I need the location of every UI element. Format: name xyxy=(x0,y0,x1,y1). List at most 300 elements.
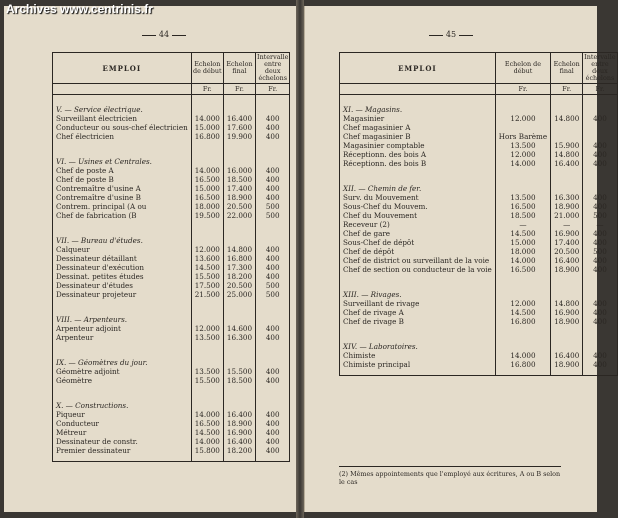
cell-echelon-debut: 13.500 xyxy=(191,367,223,376)
section-cell-empty xyxy=(191,305,223,324)
section-cell-empty xyxy=(495,280,550,299)
table-row xyxy=(53,376,290,385)
cell-echelon-final: 20.500 xyxy=(223,281,255,290)
cell-echelon-final: 16.400 xyxy=(551,256,583,265)
section-cell-empty xyxy=(256,226,290,245)
cell-emploi: Magasinier comptable xyxy=(340,141,496,150)
section-title: VI. — Usines et Centrales. xyxy=(53,147,192,166)
spacer-cell xyxy=(495,369,550,376)
table-row xyxy=(53,193,290,202)
section-cell-empty xyxy=(223,348,255,367)
cell-intervalle: 400 xyxy=(583,317,617,326)
cell-emploi: Conducteur xyxy=(53,419,192,428)
table-row xyxy=(53,211,290,220)
cell-echelon-debut: 14.000 xyxy=(191,410,223,419)
page-number-left: 44 xyxy=(134,30,194,39)
cell-echelon-debut: 15.800 xyxy=(191,446,223,455)
cell-echelon-debut: 16.800 xyxy=(495,360,550,369)
cell-emploi: Chef de dépôt xyxy=(340,247,496,256)
cell-echelon-final: — xyxy=(551,220,583,229)
cell-echelon-final: 18.900 xyxy=(551,265,583,274)
cell-intervalle: 400 xyxy=(256,114,290,123)
watermark: Archives www.centrinis.fr xyxy=(6,2,153,16)
cell-emploi: Chef magasinier B xyxy=(340,132,496,141)
cell-intervalle: 400 xyxy=(256,132,290,141)
cell-echelon-debut: 14.000 xyxy=(495,256,550,265)
spacer-cell xyxy=(256,455,290,462)
cell-intervalle: 400 xyxy=(256,333,290,342)
section-cell-empty xyxy=(223,391,255,410)
header-final: Echelon final xyxy=(223,53,255,84)
cell-echelon-debut: Hors Barème xyxy=(495,132,550,141)
header-debut: Echelon de début xyxy=(495,53,550,84)
cell-echelon-debut: 12.000 xyxy=(495,299,550,308)
spacer-cell xyxy=(223,455,255,462)
table-row xyxy=(53,123,290,132)
header-emploi: EMPLOI xyxy=(340,53,496,84)
cell-emploi: Conducteur ou sous-chef électricien xyxy=(53,123,192,132)
spacer-row xyxy=(53,455,290,462)
spacer-cell xyxy=(191,455,223,462)
cell-emploi: Receveur (2) xyxy=(340,220,496,229)
table-row xyxy=(340,308,618,317)
cell-echelon-final: 25.000 xyxy=(223,290,255,299)
section-cell-empty xyxy=(256,95,290,115)
page-number-right: 45 xyxy=(421,30,481,39)
cell-echelon-debut: 16.500 xyxy=(191,419,223,428)
cell-echelon-debut: 14.000 xyxy=(495,351,550,360)
table-row xyxy=(340,193,618,202)
table-row xyxy=(53,410,290,419)
cell-emploi: Dessinateur d'exécution xyxy=(53,263,192,272)
cell-emploi: Dessinateur projeteur xyxy=(53,290,192,299)
table-row xyxy=(53,428,290,437)
table-row xyxy=(340,211,618,220)
table-row xyxy=(53,202,290,211)
cell-echelon-debut: 13.600 xyxy=(191,254,223,263)
section-cell-empty xyxy=(551,174,583,193)
cell-emploi: Chef électricien xyxy=(53,132,192,141)
table-row xyxy=(53,333,290,342)
table-row xyxy=(53,290,290,299)
cell-echelon-final: 15.900 xyxy=(551,141,583,150)
section-row xyxy=(340,280,618,299)
cell-emploi: Sous-Chef du Mouvem. xyxy=(340,202,496,211)
cell-intervalle: 500 xyxy=(256,211,290,220)
section-row xyxy=(340,174,618,193)
section-cell-empty xyxy=(551,95,583,115)
unit-row xyxy=(53,84,290,95)
cell-echelon-debut: 12.000 xyxy=(191,324,223,333)
table-row xyxy=(340,238,618,247)
table-row xyxy=(340,265,618,274)
spacer-cell xyxy=(551,369,583,376)
cell-echelon-debut: 13.500 xyxy=(495,193,550,202)
cell-intervalle: 400 xyxy=(256,376,290,385)
cell-echelon-final: 16.400 xyxy=(551,351,583,360)
section-cell-empty xyxy=(583,280,617,299)
cell-echelon-final: 16.400 xyxy=(551,159,583,168)
cell-echelon-debut: 12.000 xyxy=(191,245,223,254)
cell-echelon-final: 18.900 xyxy=(551,202,583,211)
cell-echelon-debut: 15.500 xyxy=(191,376,223,385)
cell-intervalle: 400 xyxy=(583,202,617,211)
table-row xyxy=(340,317,618,326)
cell-echelon-final: 18.500 xyxy=(223,376,255,385)
cell-echelon-final: 18.900 xyxy=(551,317,583,326)
cell-intervalle: 400 xyxy=(256,184,290,193)
cell-intervalle: 400 xyxy=(256,263,290,272)
cell-emploi: Surv. du Mouvement xyxy=(340,193,496,202)
cell-intervalle: 400 xyxy=(583,299,617,308)
unit-cell-empty xyxy=(340,84,496,95)
section-title: VII. — Bureau d'études. xyxy=(53,226,192,245)
table-row xyxy=(53,419,290,428)
spacer-cell xyxy=(53,455,192,462)
section-title: V. — Service électrique. xyxy=(53,95,192,115)
cell-echelon-debut: 12.000 xyxy=(495,150,550,159)
section-title: XIV. — Laboratoires. xyxy=(340,332,496,351)
cell-intervalle: 400 xyxy=(583,238,617,247)
cell-echelon-final: 15.500 xyxy=(223,367,255,376)
section-title: IX. — Géomètres du jour. xyxy=(53,348,192,367)
cell-emploi: Chef de gare xyxy=(340,229,496,238)
section-row xyxy=(53,147,290,166)
section-title: VIII. — Arpenteurs. xyxy=(53,305,192,324)
spacer-cell xyxy=(583,369,617,376)
unit-cell: Fr. xyxy=(191,84,223,95)
section-cell-empty xyxy=(223,147,255,166)
cell-emploi: Chimiste principal xyxy=(340,360,496,369)
cell-echelon-debut: 14.000 xyxy=(191,437,223,446)
cell-echelon-debut: 14.000 xyxy=(495,159,550,168)
header-debut: Echelon de début xyxy=(191,53,223,84)
section-cell-empty xyxy=(551,332,583,351)
table-row xyxy=(53,281,290,290)
cell-intervalle: 400 xyxy=(256,367,290,376)
cell-intervalle xyxy=(583,132,617,141)
cell-echelon-final: 21.000 xyxy=(551,211,583,220)
cell-intervalle xyxy=(583,123,617,132)
cell-emploi: Réceptionn. des bois A xyxy=(340,150,496,159)
section-cell-empty xyxy=(495,332,550,351)
cell-echelon-final: 20.500 xyxy=(551,247,583,256)
cell-echelon-debut: 14.000 xyxy=(191,166,223,175)
cell-echelon-final: 16.900 xyxy=(551,308,583,317)
cell-intervalle: 400 xyxy=(256,193,290,202)
section-cell-empty xyxy=(223,226,255,245)
cell-emploi: Métreur xyxy=(53,428,192,437)
section-cell-empty xyxy=(256,391,290,410)
cell-echelon-final: 18.200 xyxy=(223,446,255,455)
header-emploi: EMPLOI xyxy=(53,53,192,84)
cell-intervalle: 400 xyxy=(583,351,617,360)
section-cell-empty xyxy=(223,305,255,324)
salary-table-right xyxy=(339,52,618,376)
cell-echelon-debut: 13.500 xyxy=(495,141,550,150)
cell-emploi: Géomètre adjoint xyxy=(53,367,192,376)
cell-intervalle: 400 xyxy=(583,159,617,168)
cell-emploi: Arpenteur xyxy=(53,333,192,342)
cell-emploi: Chef de rivage B xyxy=(340,317,496,326)
table-row xyxy=(340,123,618,132)
cell-echelon-debut: 12.000 xyxy=(495,114,550,123)
section-cell-empty xyxy=(583,174,617,193)
section-cell-empty xyxy=(191,226,223,245)
table-row xyxy=(53,254,290,263)
cell-echelon-final: 16.400 xyxy=(223,437,255,446)
cell-echelon-final: 14.800 xyxy=(551,299,583,308)
cell-echelon-final: 16.900 xyxy=(551,229,583,238)
cell-echelon-debut: 14.500 xyxy=(495,308,550,317)
table-row xyxy=(53,324,290,333)
cell-echelon-debut: 14.500 xyxy=(191,428,223,437)
cell-echelon-debut: 14.000 xyxy=(191,114,223,123)
section-title: XII. — Chemin de fer. xyxy=(340,174,496,193)
salary-table-left xyxy=(52,52,290,462)
cell-echelon-final: 16.900 xyxy=(223,428,255,437)
cell-emploi: Contrem. principal (A ou xyxy=(53,202,192,211)
cell-echelon-final: 16.400 xyxy=(223,410,255,419)
cell-echelon-final: 14.800 xyxy=(223,245,255,254)
cell-emploi: Réceptionn. des bois B xyxy=(340,159,496,168)
section-row xyxy=(340,332,618,351)
cell-intervalle: 400 xyxy=(256,428,290,437)
table-row xyxy=(53,437,290,446)
cell-intervalle: 400 xyxy=(256,446,290,455)
cell-echelon-final: 18.900 xyxy=(223,419,255,428)
cell-echelon-debut: 16.800 xyxy=(191,132,223,141)
cell-intervalle: 400 xyxy=(583,114,617,123)
spacer-row xyxy=(340,369,618,376)
cell-emploi: Surveillant de rivage xyxy=(340,299,496,308)
cell-echelon-debut: — xyxy=(495,220,550,229)
left-page xyxy=(4,6,297,512)
cell-echelon-final xyxy=(551,123,583,132)
unit-cell: Fr. xyxy=(551,84,583,95)
cell-echelon-debut: 15.000 xyxy=(495,238,550,247)
section-cell-empty xyxy=(551,280,583,299)
cell-emploi: Chimiste xyxy=(340,351,496,360)
cell-emploi: Dessinat. petites études xyxy=(53,272,192,281)
table-row xyxy=(340,247,618,256)
cell-emploi: Sous-Chef de dépôt xyxy=(340,238,496,247)
cell-emploi: Surveillant électricien xyxy=(53,114,192,123)
section-row xyxy=(53,305,290,324)
cell-intervalle: 400 xyxy=(256,437,290,446)
cell-intervalle: 400 xyxy=(256,123,290,132)
cell-emploi: Chef de fabrication (B xyxy=(53,211,192,220)
unit-cell: Fr. xyxy=(223,84,255,95)
section-row xyxy=(53,348,290,367)
cell-emploi: Chef de rivage A xyxy=(340,308,496,317)
cell-intervalle: 400 xyxy=(583,141,617,150)
cell-intervalle: 400 xyxy=(583,256,617,265)
header-intervalle: Intervalle entre deux échelons xyxy=(584,53,616,82)
table-row xyxy=(340,351,618,360)
header-intervalle: Intervalle entre deux échelons xyxy=(257,53,289,82)
table-row xyxy=(340,159,618,168)
cell-intervalle: 400 xyxy=(256,324,290,333)
section-row xyxy=(53,391,290,410)
section-cell-empty xyxy=(583,332,617,351)
section-title: XIII. — Rivages. xyxy=(340,280,496,299)
cell-echelon-final: 16.400 xyxy=(223,114,255,123)
cell-emploi: Chef de section ou conducteur de la voie xyxy=(340,265,496,274)
section-row xyxy=(340,95,618,115)
cell-intervalle: 500 xyxy=(256,281,290,290)
cell-echelon-debut: 14.500 xyxy=(495,229,550,238)
cell-emploi: Premier dessinateur xyxy=(53,446,192,455)
table-row xyxy=(340,141,618,150)
cell-echelon-final: 16.300 xyxy=(223,333,255,342)
cell-emploi: Contremaître d'usine B xyxy=(53,193,192,202)
cell-echelon-final: 22.000 xyxy=(223,211,255,220)
cell-echelon-final: 16.800 xyxy=(223,254,255,263)
cell-echelon-final: 18.500 xyxy=(223,175,255,184)
cell-emploi: Dessinateur de constr. xyxy=(53,437,192,446)
cell-echelon-final: 14.600 xyxy=(223,324,255,333)
cell-echelon-debut: 13.500 xyxy=(191,333,223,342)
unit-cell: Fr. xyxy=(256,84,290,95)
section-cell-empty xyxy=(191,348,223,367)
cell-echelon-debut: 15.000 xyxy=(191,184,223,193)
cell-echelon-debut: 18.500 xyxy=(495,211,550,220)
cell-emploi: Chef de district ou surveillant de la voie xyxy=(340,256,496,265)
section-cell-empty xyxy=(256,348,290,367)
table-row xyxy=(340,229,618,238)
cell-intervalle: 400 xyxy=(256,166,290,175)
cell-echelon-final: 17.600 xyxy=(223,123,255,132)
cell-emploi: Calqueur xyxy=(53,245,192,254)
cell-echelon-final: 17.400 xyxy=(551,238,583,247)
cell-intervalle: 500 xyxy=(256,290,290,299)
cell-echelon-final: 18.900 xyxy=(223,193,255,202)
table-row xyxy=(340,202,618,211)
cell-echelon-final: 19.900 xyxy=(223,132,255,141)
cell-intervalle: 500 xyxy=(256,202,290,211)
cell-echelon-final: 14.800 xyxy=(551,150,583,159)
section-cell-empty xyxy=(256,147,290,166)
unit-cell: Fr. xyxy=(495,84,550,95)
cell-echelon-debut: 19.500 xyxy=(191,211,223,220)
unit-row xyxy=(340,84,618,95)
cell-echelon-final: 17.400 xyxy=(223,184,255,193)
cell-intervalle: 400 xyxy=(583,360,617,369)
cell-intervalle: — xyxy=(583,220,617,229)
section-title: XI. — Magasins. xyxy=(340,95,496,115)
cell-emploi: Chef de poste B xyxy=(53,175,192,184)
section-cell-empty xyxy=(256,305,290,324)
footnote: (2) Mêmes appointements que l'employé aux écritures, A ou B selon le cas xyxy=(339,466,561,486)
cell-echelon-debut: 16.500 xyxy=(191,193,223,202)
cell-intervalle: 400 xyxy=(583,150,617,159)
cell-emploi: Magasinier xyxy=(340,114,496,123)
table-row xyxy=(340,256,618,265)
cell-emploi: Chef de poste A xyxy=(53,166,192,175)
unit-cell-empty xyxy=(53,84,192,95)
section-row xyxy=(53,226,290,245)
table-row xyxy=(53,272,290,281)
cell-echelon-debut: 16.800 xyxy=(495,317,550,326)
section-cell-empty xyxy=(223,95,255,115)
cell-echelon-debut: 15.000 xyxy=(191,123,223,132)
cell-echelon-debut: 14.500 xyxy=(191,263,223,272)
cell-intervalle: 400 xyxy=(583,265,617,274)
section-cell-empty xyxy=(191,391,223,410)
cell-emploi: Géomètre xyxy=(53,376,192,385)
cell-echelon-final: 18.200 xyxy=(223,272,255,281)
table-row xyxy=(53,184,290,193)
right-page xyxy=(304,6,616,512)
cell-echelon-debut: 16.500 xyxy=(191,175,223,184)
cell-emploi: Dessinateur détaillant xyxy=(53,254,192,263)
table-row xyxy=(53,166,290,175)
cell-echelon-debut: 16.500 xyxy=(495,265,550,274)
table-row xyxy=(53,446,290,455)
cell-intervalle: 500 xyxy=(583,211,617,220)
section-cell-empty xyxy=(495,174,550,193)
cell-echelon-debut: 15.500 xyxy=(191,272,223,281)
table-body-left xyxy=(53,84,290,462)
cell-echelon-debut: 17.500 xyxy=(191,281,223,290)
section-row xyxy=(53,95,290,115)
table-row xyxy=(53,132,290,141)
cell-echelon-final xyxy=(551,132,583,141)
cell-echelon-final: 20.500 xyxy=(223,202,255,211)
cell-intervalle: 400 xyxy=(583,229,617,238)
section-title: X. — Constructions. xyxy=(53,391,192,410)
section-cell-empty xyxy=(495,95,550,115)
section-cell-empty xyxy=(191,147,223,166)
table-row xyxy=(53,263,290,272)
cell-intervalle: 400 xyxy=(256,272,290,281)
cell-intervalle: 400 xyxy=(256,175,290,184)
table-row xyxy=(53,175,290,184)
table-row xyxy=(340,132,618,141)
cell-intervalle: 400 xyxy=(256,254,290,263)
cell-echelon-debut: 21.500 xyxy=(191,290,223,299)
table-row xyxy=(340,299,618,308)
table-row xyxy=(53,114,290,123)
cell-echelon-final: 16.300 xyxy=(551,193,583,202)
cell-intervalle: 400 xyxy=(256,410,290,419)
cell-intervalle: 400 xyxy=(256,419,290,428)
cell-emploi: Dessinateur d'études xyxy=(53,281,192,290)
cell-emploi: Piqueur xyxy=(53,410,192,419)
cell-intervalle: 400 xyxy=(583,308,617,317)
cell-intervalle: 400 xyxy=(256,245,290,254)
table-row xyxy=(340,114,618,123)
section-cell-empty xyxy=(583,95,617,115)
cell-echelon-final: 14.800 xyxy=(551,114,583,123)
cell-echelon-debut: 16.500 xyxy=(495,202,550,211)
table-row xyxy=(53,367,290,376)
cell-intervalle: 500 xyxy=(583,247,617,256)
cell-echelon-debut xyxy=(495,123,550,132)
cell-emploi: Contremaître d'usine A xyxy=(53,184,192,193)
cell-echelon-final: 18.900 xyxy=(551,360,583,369)
table-row xyxy=(340,150,618,159)
cell-echelon-debut: 18.000 xyxy=(495,247,550,256)
header-final: Echelon final xyxy=(551,53,583,84)
cell-echelon-debut: 18.000 xyxy=(191,202,223,211)
book-gutter xyxy=(296,0,304,518)
table-row xyxy=(340,220,618,229)
table-row xyxy=(340,360,618,369)
table-body-right xyxy=(340,84,618,376)
spacer-cell xyxy=(340,369,496,376)
